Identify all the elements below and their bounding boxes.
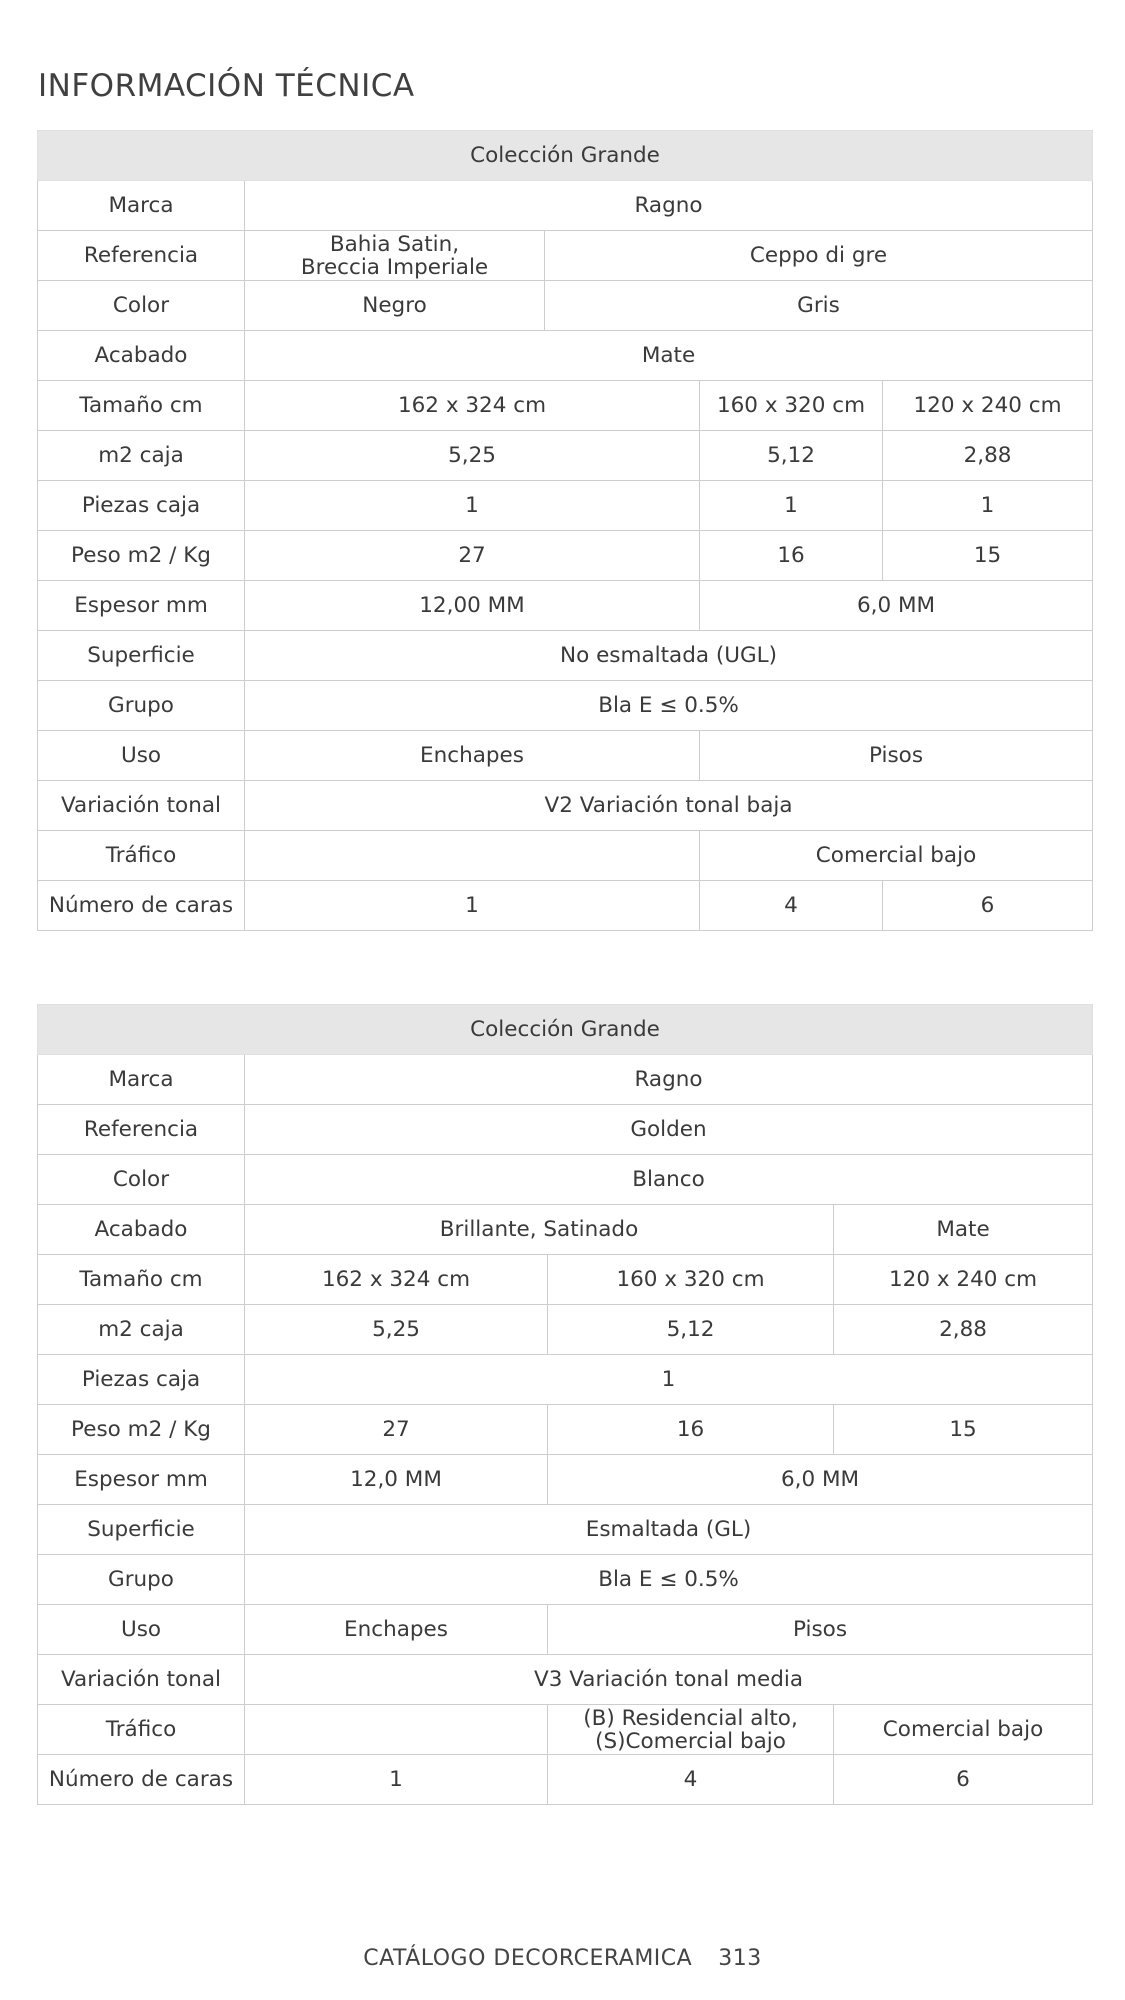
row-espesor (38, 581, 1093, 631)
row-espesor (38, 1455, 1093, 1505)
cell-value: 5,12 (548, 1305, 834, 1355)
page-title: INFORMACIÓN TÉCNICA (38, 68, 415, 104)
cell-value: 160 x 320 cm (700, 381, 883, 431)
cell-value: Ragno (245, 181, 1093, 231)
row-label: Marca (38, 181, 245, 231)
row-label: Espesor mm (38, 581, 245, 631)
row-caras (38, 881, 1093, 931)
cell-value: 162 x 324 cm (245, 1255, 548, 1305)
cell-value: 5,25 (245, 431, 700, 481)
cell-value: 16 (700, 531, 883, 581)
cell-value: Pisos (548, 1605, 1093, 1655)
cell-value: 2,88 (834, 1305, 1093, 1355)
row-peso (38, 531, 1093, 581)
cell-value: 1 (245, 481, 700, 531)
spec-table-1 (37, 130, 1093, 931)
table-header-row (38, 131, 1093, 181)
row-uso (38, 731, 1093, 781)
page-footer (0, 1946, 1125, 1971)
cell-value: 1 (245, 881, 700, 931)
cell-value: Gris (545, 281, 1093, 331)
row-variacion (38, 1655, 1093, 1705)
cell-value: Ragno (245, 1055, 1093, 1105)
cell-value: 5,25 (245, 1305, 548, 1355)
cell-value: Comercial bajo (834, 1705, 1093, 1755)
cell-value: Esmaltada (GL) (245, 1505, 1093, 1555)
cell-value: 16 (548, 1405, 834, 1455)
cell-value: V3 Variación tonal media (245, 1655, 1093, 1705)
cell-value: 1 (245, 1355, 1093, 1405)
row-label: Espesor mm (38, 1455, 245, 1505)
cell-value: 12,00 MM (245, 581, 700, 631)
row-piezas (38, 481, 1093, 531)
cell-value: Negro (245, 281, 545, 331)
cell-value: Brillante, Satinado (245, 1205, 834, 1255)
row-label: Uso (38, 731, 245, 781)
row-label: Tamaño cm (38, 381, 245, 431)
row-marca (38, 181, 1093, 231)
cell-value: 15 (834, 1405, 1093, 1455)
table-header: Colección Grande (38, 1005, 1093, 1055)
cell-value (245, 831, 700, 881)
row-label: Piezas caja (38, 481, 245, 531)
row-label: Uso (38, 1605, 245, 1655)
row-piezas (38, 1355, 1093, 1405)
cell-value: Mate (834, 1205, 1093, 1255)
page-number: 313 (718, 1946, 762, 1971)
cell-value: 6,0 MM (700, 581, 1093, 631)
cell-value: Bla E ≤ 0.5% (245, 681, 1093, 731)
row-referencia (38, 231, 1093, 281)
row-grupo (38, 1555, 1093, 1605)
cell-value: Pisos (700, 731, 1093, 781)
row-peso (38, 1405, 1093, 1455)
cell-line: Bahia Satin, (329, 231, 460, 257)
row-label: m2 caja (38, 1305, 245, 1355)
cell-value: 6 (834, 1755, 1093, 1805)
row-label: Color (38, 1155, 245, 1205)
row-label: Referencia (38, 1105, 245, 1155)
row-caras (38, 1755, 1093, 1805)
table-header-row (38, 1005, 1093, 1055)
cell-value: 1 (883, 481, 1093, 531)
row-label: Tamaño cm (38, 1255, 245, 1305)
row-label: Peso m2 / Kg (38, 1405, 245, 1455)
cell-value: 27 (245, 1405, 548, 1455)
cell-value: Bla E ≤ 0.5% (245, 1555, 1093, 1605)
row-label: Piezas caja (38, 1355, 245, 1405)
cell-value: Golden (245, 1105, 1093, 1155)
cell-value: 27 (245, 531, 700, 581)
row-label: Grupo (38, 1555, 245, 1605)
cell-value: 2,88 (883, 431, 1093, 481)
catalog-name: CATÁLOGO DECORCERAMICA (363, 1946, 693, 1971)
cell-value: Comercial bajo (700, 831, 1093, 881)
row-label: Tráfico (38, 831, 245, 881)
row-label: Peso m2 / Kg (38, 531, 245, 581)
cell-value (245, 1705, 548, 1755)
cell-value: 4 (700, 881, 883, 931)
row-acabado (38, 331, 1093, 381)
cell-value: 1 (700, 481, 883, 531)
row-label: Acabado (38, 331, 245, 381)
row-color (38, 1155, 1093, 1205)
row-referencia (38, 1105, 1093, 1155)
cell-value: V2 Variación tonal baja (245, 781, 1093, 831)
cell-line: Breccia Imperiale (300, 254, 489, 280)
row-marca (38, 1055, 1093, 1105)
row-color (38, 281, 1093, 331)
row-label: Variación tonal (38, 781, 245, 831)
row-label: Número de caras (38, 1755, 245, 1805)
cell-value: 120 x 240 cm (883, 381, 1093, 431)
row-m2 (38, 1305, 1093, 1355)
row-label: m2 caja (38, 431, 245, 481)
row-trafico (38, 831, 1093, 881)
cell-value: 6,0 MM (548, 1455, 1093, 1505)
cell-line: (B) Residencial alto, (583, 1705, 798, 1731)
row-superficie (38, 631, 1093, 681)
row-uso (38, 1605, 1093, 1655)
cell-value (548, 1705, 834, 1755)
cell-value: Ceppo di gre (545, 231, 1093, 281)
row-label: Superficie (38, 631, 245, 681)
cell-value: 6 (883, 881, 1093, 931)
row-acabado (38, 1205, 1093, 1255)
cell-value: 15 (883, 531, 1093, 581)
row-trafico (38, 1705, 1093, 1755)
row-grupo (38, 681, 1093, 731)
cell-value: 4 (548, 1755, 834, 1805)
row-label: Grupo (38, 681, 245, 731)
row-superficie (38, 1505, 1093, 1555)
row-label: Variación tonal (38, 1655, 245, 1705)
table-header: Colección Grande (38, 131, 1093, 181)
row-variacion (38, 781, 1093, 831)
cell-value: 162 x 324 cm (245, 381, 700, 431)
row-label: Superficie (38, 1505, 245, 1555)
cell-value: 120 x 240 cm (834, 1255, 1093, 1305)
cell-value: Blanco (245, 1155, 1093, 1205)
row-label: Acabado (38, 1205, 245, 1255)
cell-line: (S)Comercial bajo (595, 1728, 786, 1754)
cell-value (245, 231, 545, 281)
cell-value: 5,12 (700, 431, 883, 481)
row-label: Referencia (38, 231, 245, 281)
row-label: Tráfico (38, 1705, 245, 1755)
spec-table-2 (37, 1004, 1093, 1805)
cell-value: 160 x 320 cm (548, 1255, 834, 1305)
row-label: Número de caras (38, 881, 245, 931)
row-tamano (38, 1255, 1093, 1305)
cell-value: Enchapes (245, 731, 700, 781)
cell-value: 1 (245, 1755, 548, 1805)
row-m2 (38, 431, 1093, 481)
cell-value: 12,0 MM (245, 1455, 548, 1505)
cell-value: No esmaltada (UGL) (245, 631, 1093, 681)
cell-value: Enchapes (245, 1605, 548, 1655)
row-label: Color (38, 281, 245, 331)
cell-value: Mate (245, 331, 1093, 381)
row-label: Marca (38, 1055, 245, 1105)
row-tamano (38, 381, 1093, 431)
